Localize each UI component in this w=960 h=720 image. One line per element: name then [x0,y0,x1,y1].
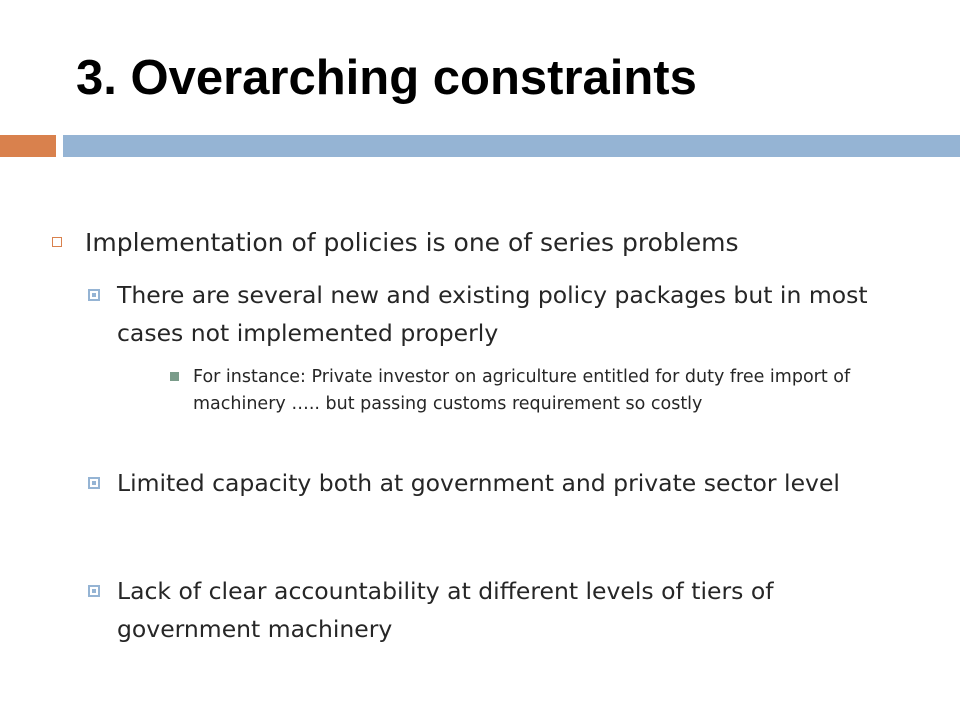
bullet-sub1-detail-text: For instance: Private investor on agriculture entitled for duty free import of machinery ….. but passing customs requirement so costly [193,367,851,414]
square-bullet-icon [88,289,100,301]
bullet-sub1-text: There are several new and existing policy packages but in most cases not implemented properly [117,281,868,347]
slide-title: 3. Overarching constraints [76,51,697,105]
filled-square-bullet-icon [170,372,179,381]
square-bullet-icon [88,477,100,489]
square-bullet-icon [88,585,100,597]
bullet-main-text: Implementation of policies is one of series problems [85,228,739,257]
hollow-square-bullet-icon [52,237,62,247]
bullet-sub3-text: Lack of clear accountability at different levels of tiers of government machinery [117,577,774,643]
bullet-sub2-text: Limited capacity both at government and private sector level [117,469,840,497]
